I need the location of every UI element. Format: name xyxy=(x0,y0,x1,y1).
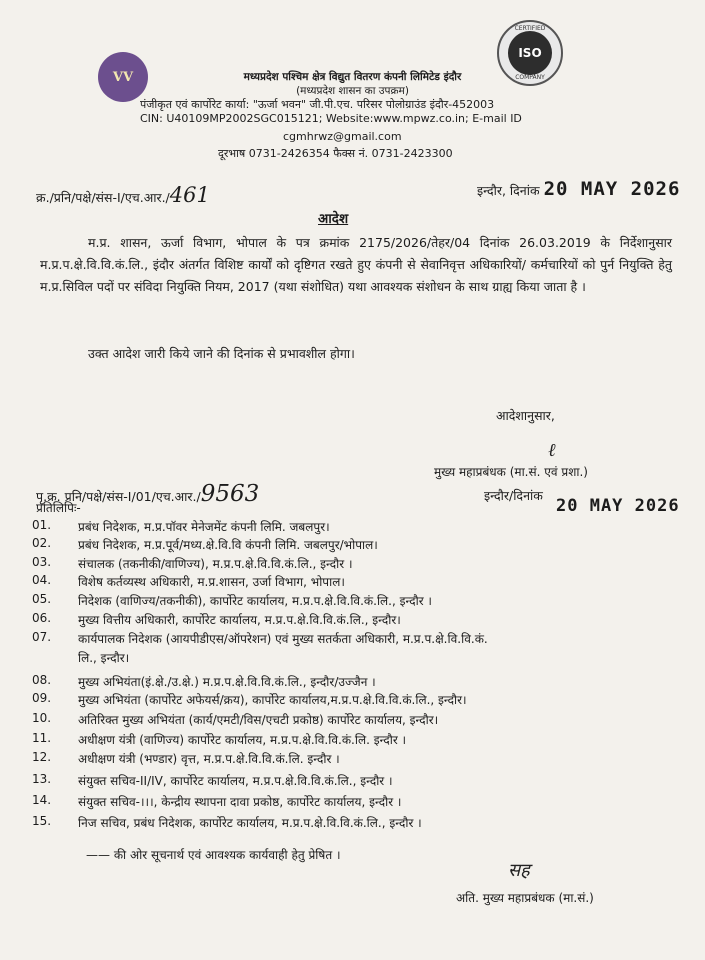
copy-item-number: 01. xyxy=(32,518,52,532)
order-paragraph-2: उक्त आदेश जारी किये जाने की दिनांक से प्रभावशील होगा। xyxy=(88,346,355,361)
copy-item-text: निज सचिव, प्रबंध निदेशक, कार्पोरेट कार्यालय, म.प्र.प.क्षे.वि.वि.कं.लि., इन्दौर । xyxy=(78,816,422,830)
endorsement-place-date xyxy=(484,487,543,504)
copy-item-number: 03. xyxy=(32,555,52,569)
copy-item-text: मुख्य अभियंता (कार्पोरेट अफेयर्स/क्रय), कार्पोरेट कार्यालय,म.प्र.प.क्षे.वि.वि.कं.लि., इन्दौर। xyxy=(78,693,467,707)
company-cin: CIN: U40109MP2002SGC015121; Website:www.mpwz.co.in; E-mail ID xyxy=(140,112,522,125)
copy-item-number: 04. xyxy=(32,573,52,587)
copy-item-text: संचालक (तकनीकी/वाणिज्य), म.प्र.प.क्षे.वि.वि.कं.लि., इन्दौर । xyxy=(78,557,353,571)
order-place-label: इन्दौर, दिनांक xyxy=(477,183,540,198)
copy-item-number: 05. xyxy=(32,592,52,606)
copy-item-number: 11. xyxy=(32,731,52,745)
copy-to-label: प्रतिलिपिः- xyxy=(36,501,81,515)
endorsement-signatory: अति. मुख्य महाप्रबंधक (मा.सं.) xyxy=(456,891,594,905)
copy-item-text: प्रबंध निदेशक, म.प्र.पूर्व/मध्य.क्षे.वि.वि कंपनी लिमि. जबलपुर/भोपाल। xyxy=(78,538,378,552)
order-ref-number: 461 xyxy=(169,183,210,207)
copy-item-number: 10. xyxy=(32,711,52,725)
order-title: आदेश xyxy=(318,211,349,227)
signature-1: ℓ xyxy=(548,440,556,461)
copy-item-text: अधीक्षण यंत्री (वाणिज्य) कार्पोरेट कार्यालय, म.प्र.प.क्षे.वि.वि.कं.लि. इन्दौर । xyxy=(78,733,407,747)
iso-certification-seal: CERTIFIED ISO COMPANY xyxy=(497,20,563,86)
order-place-date xyxy=(477,178,680,200)
copy-item-number: 06. xyxy=(32,611,52,625)
company-phone: दूरभाष 0731-2426354 फैक्स नं. 0731-2423300 xyxy=(218,147,453,160)
signature-2: सह xyxy=(508,860,530,881)
company-subtitle: (मध्यप्रदेश शासन का उपक्रम) xyxy=(296,85,409,97)
copy-item-text: कार्यपालक निदेशक (आयपीडीएस/ऑपरेशन) एवं मुख्य सतर्कता अधिकारी, म.प्र.प.क्षे.वि.वि.कं. xyxy=(78,632,488,646)
endorsement-ref-prefix: पृ.क्र. प्रनि/पक्षे/संस-I/01/एच.आर./ xyxy=(36,489,201,504)
copy-item-number: 12. xyxy=(32,750,52,764)
closing-note: —— की ओर सूचनार्थ एवं आवश्यक कार्यवाही हेतु प्रेषित । xyxy=(86,848,341,862)
order-ref-prefix: क्र./प्रनि/पक्षे/संस-I/एच.आर./ xyxy=(36,190,170,205)
company-address: पंजीकृत एवं कार्पोरेट कार्या: "ऊर्जा भवन" जी.पी.एच. परिसर पोलोग्राउंड इंदौर-452003 xyxy=(140,98,495,111)
copy-item-number: 09. xyxy=(32,691,52,705)
copy-item-number: 08. xyxy=(32,673,52,687)
order-paragraph-1: म.प्र. शासन, ऊर्जा विभाग, भोपाल के पत्र क्रमांक 2175/2026/तेहर/04 दिनांक 26.03.2019 के निर्देशानुसार म.प्र.प.क्षे.वि.वि.कं.लि., इंदौर अंतर्गत विशिष्ट कार्यों को दृष्टिगत रखते हुए कंपनी से सेवानिवृत्त अधिकारियों/ कर्मचारियों को पुर्न नियुक्ति हेतु म.प्र.सिविल पदों पर संविदा नियुक्ति नियम, 2017 (यथा संशोधित) यथा आवश्यक संशोधन के साथ ग्राह्य किया जाता है । xyxy=(40,235,672,294)
copy-item-text: मुख्य वित्तीय अधिकारी, कार्पोरेट कार्यालय, म.प्र.प.क्षे.वि.वि.कं.लि., इन्दौर। xyxy=(78,613,401,627)
copy-item-text: प्रबंध निदेशक, म.प्र.पॉवर मेनेजमेंट कंपनी लिमि. जबलपुर। xyxy=(78,520,330,534)
company-logo: VV xyxy=(98,52,148,102)
copy-item-number: 15. xyxy=(32,814,52,828)
copy-item-text: मुख्य अभियंता(इं.क्षे./उ.क्षे.) म.प्र.प.क्षे.वि.वि.कं.लि., इन्दौर/उज्जैन । xyxy=(78,675,376,689)
endorsement-place-label: इन्दौर/दिनांक xyxy=(484,488,543,503)
copy-item-number: 07. xyxy=(32,630,52,644)
company-email: cgmhrwz@gmail.com xyxy=(283,130,402,143)
copy-item-number: 02. xyxy=(32,536,52,550)
copy-item-number: 14. xyxy=(32,793,52,807)
endorsement-date-stamp: 20 MAY 2026 xyxy=(556,496,680,516)
copy-item-text: संयुक्त सचिव-II/IV, कार्पोरेट कार्यालय, म.प्र.प.क्षे.वि.वि.कं.लि., इन्दौर । xyxy=(78,774,393,788)
copy-item-text: विशेष कर्तव्यस्थ अधिकारी, म.प्र.शासन, उर्जा विभाग, भोपाल। xyxy=(78,575,345,589)
by-order-text: आदेशानुसार, xyxy=(496,408,555,423)
endorsement-ref-number: 9563 xyxy=(200,481,260,507)
company-name: मध्यप्रदेश पश्चिम क्षेत्र विद्युत वितरण कंपनी लिमिटेड इंदौर xyxy=(243,71,462,83)
copy-item-text: अतिरिक्त मुख्य अभियंता (कार्य/एमटी/विस/एचटी प्रकोष्ठ) कार्पोरेट कार्यालय, इन्दौर। xyxy=(78,713,439,727)
order-signatory: मुख्य महाप्रबंधक (मा.सं. एवं प्रशा.) xyxy=(434,465,588,479)
copy-item-text: निदेशक (वाणिज्य/तकनीकी), कार्पोरेट कार्यालय, म.प्र.प.क्षे.वि.वि.कं.लि., इन्दौर । xyxy=(78,594,432,608)
copy-item-text: लि., इन्दौर। xyxy=(78,651,130,665)
copy-item-text: अधीक्षण यंत्री (भण्डार) वृत्त, म.प्र.प.क्षे.वि.वि.कं.लि. इन्दौर । xyxy=(78,752,340,766)
order-reference xyxy=(36,183,210,207)
copy-item-number: 13. xyxy=(32,772,52,786)
copy-item-text: संयुक्त सचिव-।।।, केन्द्रीय स्थापना दावा प्रकोष्ठ, कार्पोरेट कार्यालय, इन्दौर । xyxy=(78,795,402,809)
order-date-stamp: 20 MAY 2026 xyxy=(543,178,681,200)
